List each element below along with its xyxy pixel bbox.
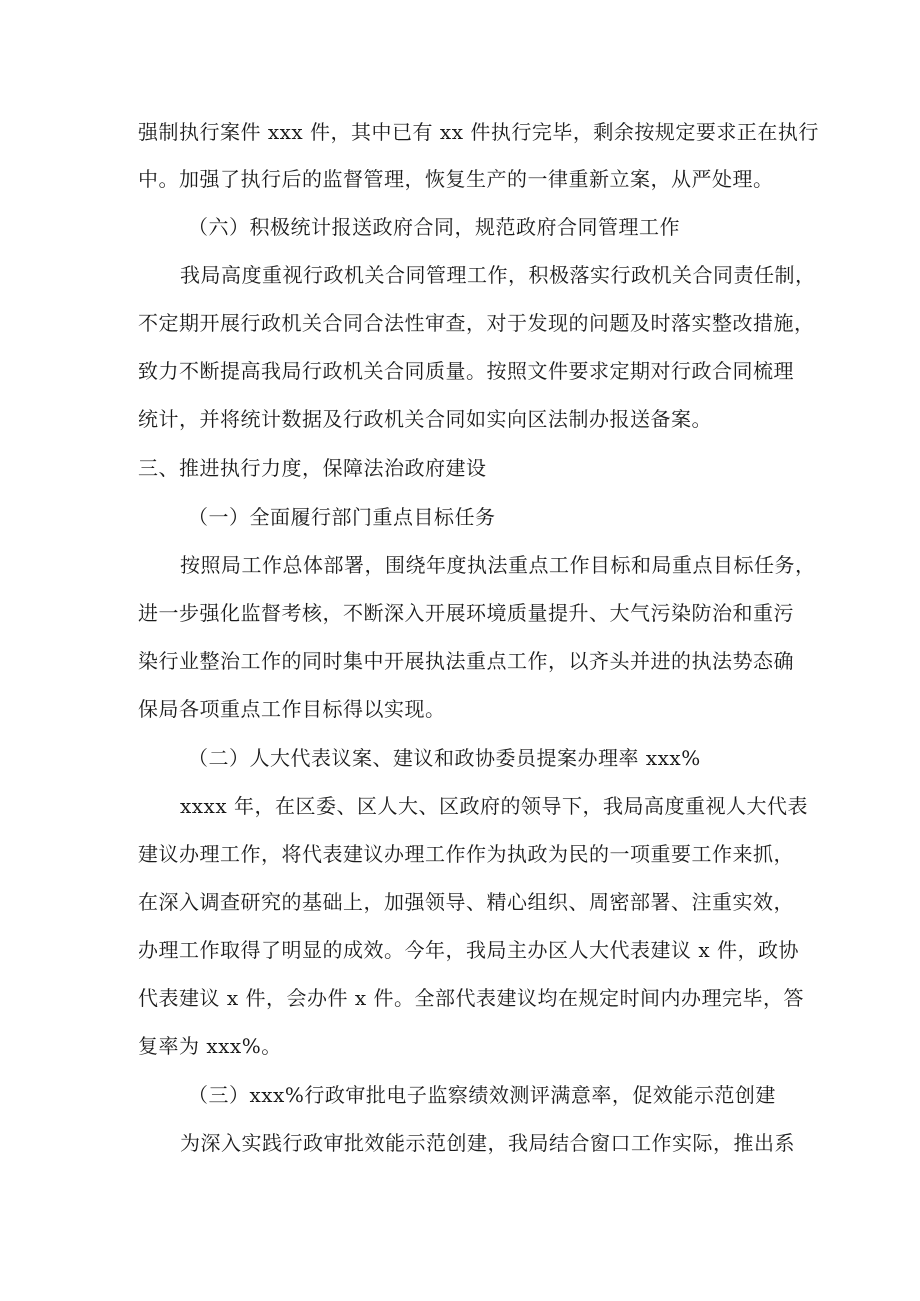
section-heading: （二）人大代表议案、建议和政协委员提案办理率 xxx% <box>188 746 701 770</box>
paragraph-line: 致力不断提高我局行政机关合同质量。按照文件要求定期对行政合同梳理 <box>138 359 794 383</box>
paragraph-line: 不定期开展行政机关合同合法性审查，对于发现的问题及时落实整改措施， <box>138 311 815 335</box>
paragraph-line: 强制执行案件 xxx 件，其中已有 xx 件执行完毕，剩余按规定要求正在执行 <box>138 120 819 144</box>
section-heading: （三）xxx%行政审批电子监察绩效测评满意率，促效能示范创建 <box>188 1083 776 1107</box>
section-heading: （一）全面履行部门重点目标任务 <box>188 505 496 529</box>
paragraph-line: 复率为 xxx%。 <box>138 1034 282 1058</box>
paragraph-line: 建议办理工作，将代表建议办理工作作为执政为民的一项重要工作来抓， <box>138 842 794 866</box>
paragraph-line: 染行业整治工作的同时集中开展执法重点工作，以齐头并进的执法势态确 <box>138 649 794 673</box>
paragraph-line: 办理工作取得了明显的成效。今年，我局主办区人大代表建议 x 件，政协 <box>138 938 799 962</box>
paragraph-line: 保局各项重点工作目标得以实现。 <box>138 697 446 721</box>
paragraph-line: 我局高度重视行政机关合同管理工作，积极落实行政机关合同责任制， <box>180 263 816 287</box>
paragraph-line: 代表建议 x 件，会办件 x 件。全部代表建议均在规定时间内办理完毕，答 <box>138 986 804 1010</box>
paragraph-line: 为深入实践行政审批效能示范创建，我局结合窗口工作实际，推出系 <box>180 1131 795 1155</box>
paragraph-line: 进一步强化监督考核，不断深入开展环境质量提升、大气污染防治和重污 <box>138 601 794 625</box>
section-heading: 三、推进执行力度，保障法治政府建设 <box>138 456 487 480</box>
section-heading: （六）积极统计报送政府合同，规范政府合同管理工作 <box>188 215 680 239</box>
paragraph-line: 中。加强了执行后的监督管理，恢复生产的一律重新立案，从严处理。 <box>138 167 774 191</box>
paragraph-line: 统计，并将统计数据及行政机关合同如实向区法制办报送备案。 <box>138 407 712 431</box>
paragraph-line: 在深入调查研究的基础上，加强领导、精心组织、周密部署、注重实效， <box>138 890 794 914</box>
paragraph-line: xxxx 年，在区委、区人大、区政府的领导下，我局高度重视人大代表 <box>180 794 808 818</box>
paragraph-line: 按照局工作总体部署，围绕年度执法重点工作目标和局重点目标任务， <box>180 553 816 577</box>
